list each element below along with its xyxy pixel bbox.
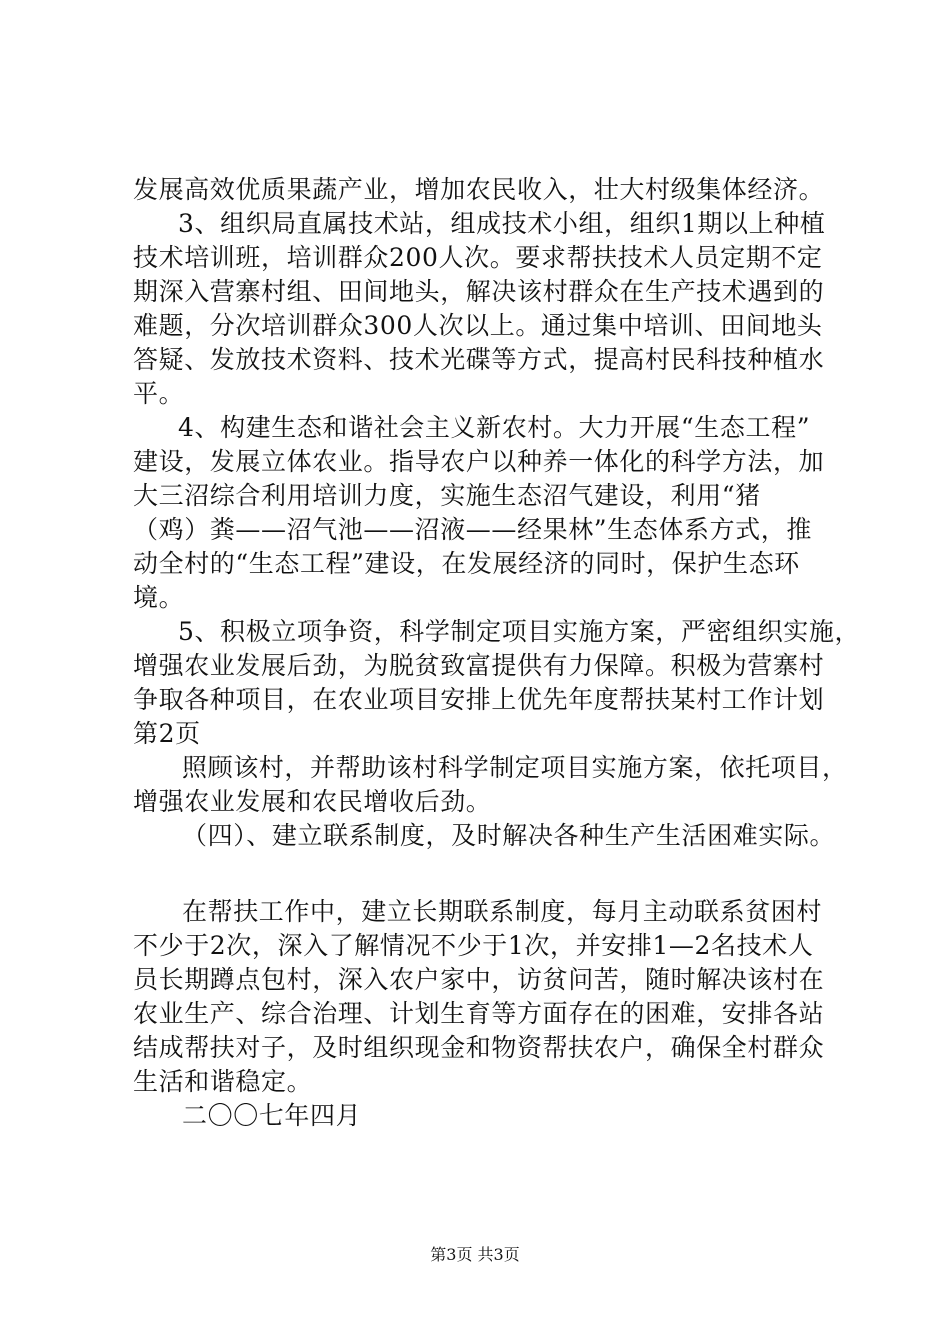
paragraph-line: 期深入营寨村组、田间地头，解决该村群众在生产技术遇到的 (133, 277, 825, 306)
paragraph-line: 第2页 (133, 719, 201, 748)
paragraph-line: 生活和谐稳定。 (133, 1067, 313, 1096)
paragraph-line: 员长期蹲点包村，深入农户家中，访贫问苦，随时解决该村在 (133, 965, 825, 994)
paragraph-line: 答疑、发放技术资料、技术光碟等方式，提高村民科技种植水 (133, 345, 825, 374)
date-line: 二〇〇七年四月 (182, 1101, 362, 1130)
section-heading: （四）、建立联系制度，及时解决各种生产生活困难实际。 (182, 821, 836, 850)
paragraph-line: 难题，分次培训群众300人次以上。通过集中培训、田间地头 (133, 311, 823, 340)
paragraph-line: 大三沼综合利用培训力度，实施生态沼气建设，利用“猪 (133, 481, 761, 510)
paragraph-line: 境。 (133, 583, 185, 612)
paragraph-line: 争取各种项目，在农业项目安排上优先年度帮扶某村工作计划 (133, 685, 825, 714)
paragraph-line: 农业生产、综合治理、计划生育等方面存在的困难，安排各站 (133, 999, 825, 1028)
paragraph-line: 动全村的“生态工程”建设，在发展经济的同时，保护生态环 (133, 549, 800, 578)
paragraph-line: 技术培训班，培训群众200人次。要求帮扶技术人员定期不定 (133, 243, 823, 272)
paragraph-line: 发展高效优质果蔬产业，增加农民收入，壮大村级集体经济。 (133, 175, 825, 204)
paragraph-line: 3、组织局直属技术站，组成技术小组，组织1期以上种植 (178, 209, 826, 238)
paragraph-line: 增强农业发展后劲，为脱贫致富提供有力保障。积极为营寨村 (133, 651, 825, 680)
paragraph-line: （鸡）粪——沼气池——沼液——经果林”生态体系方式，推 (133, 515, 812, 544)
page-footer: 第3页 共3页 (430, 1245, 520, 1264)
paragraph-line: 平。 (133, 379, 185, 408)
paragraph-line: 照顾该村，并帮助该村科学制定项目实施方案，依托项目， (182, 753, 848, 782)
paragraph-line: 结成帮扶对子，及时组织现金和物资帮扶农户，确保全村群众 (133, 1033, 825, 1062)
paragraph-line: 增强农业发展和农民增收后劲。 (133, 787, 492, 816)
paragraph-line: 建设，发展立体农业。指导农户以种养一体化的科学方法，加 (133, 447, 825, 476)
paragraph-line: 不少于2次，深入了解情况不少于1次，并安排1—2名技术人 (133, 931, 814, 960)
paragraph-line: 4、构建生态和谐社会主义新农村。大力开展“生态工程” (178, 413, 811, 442)
paragraph-line: 在帮扶工作中，建立长期联系制度，每月主动联系贫困村 (182, 897, 823, 926)
paragraph-line: 5、积极立项争资，科学制定项目实施方案，严密组织实施， (178, 617, 861, 646)
